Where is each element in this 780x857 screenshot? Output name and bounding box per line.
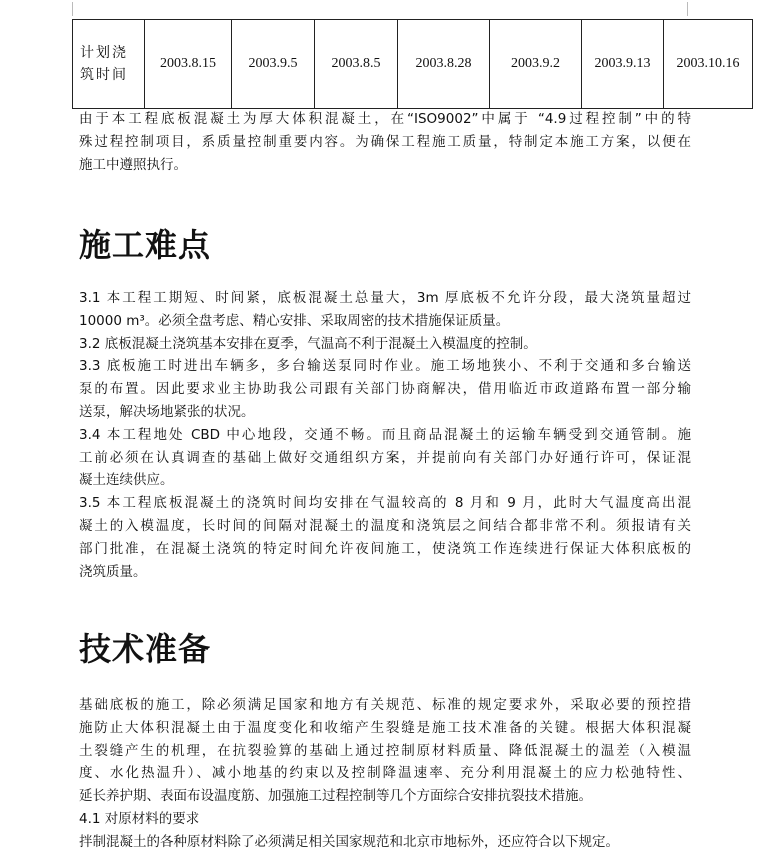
text-line: 凝土的入模温度，长时间的间隔对混凝土的温度和浇筑层之间结合都非常不利。须报请有关 (79, 517, 691, 534)
text-line: 10000 m³。必须全盘考虑、精心安排、采取周密的技术措施保证质量。 (79, 312, 510, 329)
text-line: 度、水化热温升）、减小地基的约束以及控制降温速率、充分利用混凝土的应力松弛特性、 (79, 765, 691, 782)
table-cell-date: 2003.8.28 (398, 20, 490, 109)
table-cell-date: 2003.9.5 (232, 20, 315, 109)
text-line: 基础底板的施工，除必须满足国家和地方有关规范、标准的规定要求外，采取必要的预控措 (79, 697, 691, 713)
text-line: 施工中遵照执行。 (79, 156, 187, 173)
table-cell-date: 2003.10.16 (664, 20, 753, 109)
text-line: 部门批准，在混凝土浇筑的特定时间允许夜间施工，使浇筑工作连续进行保证大体积底板的 (79, 540, 691, 557)
text-line: 施防止大体积混凝土由于温度变化和收缩产生裂缝是施工技术准备的关键。根据大体积混凝 (79, 719, 691, 736)
text-line: 凝土连续供应。 (79, 472, 174, 489)
table-row (73, 20, 753, 109)
table-cell-date: 2003.9.2 (490, 20, 582, 109)
text-line: 送泵，解决场地紧张的状况。 (79, 403, 255, 420)
difficulties-paragraph (79, 287, 691, 583)
text-line: 延长养护期、表面布设温度筋、加强施工过程控制等几个方面综合安排抗裂技术措施。 (79, 788, 592, 805)
table-row-label: 计划浇筑时间 (73, 20, 145, 109)
text-line: 3.5 本工程底板混凝土的浇筑时间均安排在气温较高的 8 月和 9 月，此时大气温度高出混 (79, 495, 691, 512)
section-heading-technical-prep: 技术准备 (79, 630, 212, 668)
text-line: 拌制混凝土的各种原材料除了必须满足相关国家规范和北京市地标外，还应符合以下规定。 (79, 833, 619, 850)
text-line: 4.1 对原材料的要求 (79, 810, 200, 827)
text-line: 3.3 底板施工时进出车辆多，多台输送泵同时作业。施工场地狭小、不利于交通和多台输送 (79, 358, 691, 375)
intro-paragraph (79, 108, 691, 176)
margin-marker-left (72, 2, 73, 16)
text-line: 土裂缝产生的机理，在抗裂验算的基础上通过控制原材料质量、降低混凝土的温差（入模温 (79, 742, 691, 759)
text-line: 3.2 底板混凝土浇筑基本安排在夏季，气温高不利于混凝土入模温度的控制。 (79, 335, 537, 352)
text-line: 3.1 本工程工期短、时间紧，底板混凝土总量大，3m 厚底板不允许分段，最大浇筑量超过 (79, 290, 691, 306)
text-line: 浇筑质量。 (79, 563, 147, 580)
section-heading-difficulties: 施工难点 (79, 226, 212, 264)
table-cell-date: 2003.8.5 (315, 20, 398, 109)
text-line: 泵的布置。因此要求业主协助我公司跟有关部门协商解决，借用临近市政道路布置一部分输 (79, 381, 691, 398)
text-line: 由于本工程底板混凝土为厚大体积混凝土，在“ISO9002”中属于 “4.9过程控制”中的特 (79, 111, 691, 127)
table-cell-date: 2003.9.13 (582, 20, 664, 109)
table-cell-date: 2003.8.15 (145, 20, 232, 109)
text-line: 殊过程控制项目，系质量控制重要内容。为确保工程施工质量，特制定本施工方案，以便在 (79, 133, 691, 150)
text-line: 3.4 本工程地处 CBD 中心地段，交通不畅。而且商品混凝土的运输车辆受到交通管制。施 (79, 426, 691, 443)
margin-marker-right (687, 2, 688, 16)
technical-prep-paragraph (79, 694, 691, 854)
text-line: 工前必须在认真调查的基础上做好交通组织方案，并提前向有关部门办好通行许可，保证混 (79, 449, 691, 466)
pour-schedule-table (72, 19, 753, 109)
